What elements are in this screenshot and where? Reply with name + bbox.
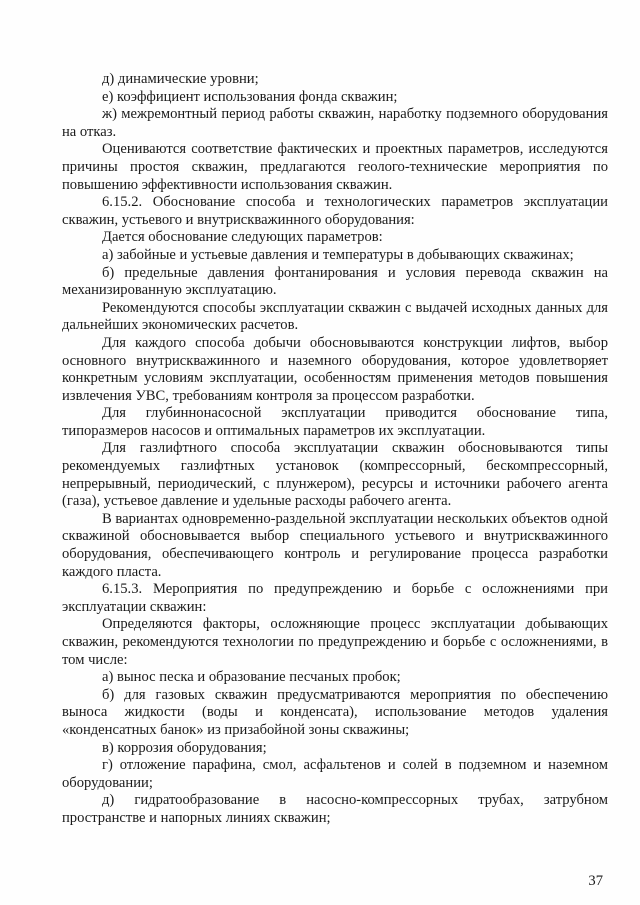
list-item-d-dynamic-levels: д) динамические уровни; xyxy=(102,71,259,87)
paragraph-parameters-intro: Дается обоснование следующих параметров: xyxy=(102,229,383,246)
list-item-g-paraffin: г) отложение парафина, смол, асфальтенов и солей в подземном и наземном оборудовании; xyxy=(62,757,608,791)
list-item-d-hydrates: д) гидратообразование в насосно-компрессорных трубах, затрубном пространстве и напорных линиях скважин; xyxy=(62,792,608,826)
document-body xyxy=(62,71,608,828)
list-item-b-flowing-limits: б) предельные давления фонтанирования и условия перевода скважин на механизированную эксплуатацию. xyxy=(62,264,608,299)
section-heading-6-15-3: 6.15.3. Мероприятия по предупреждению и борьбе с осложнениями при эксплуатации скважин: xyxy=(62,581,608,615)
section-heading-6-15-2: 6.15.2. Обоснование способа и технологических параметров эксплуатации скважин, устьевого и внутрискважинного оборудования: xyxy=(62,194,608,228)
paragraph-lift-design: Для каждого способа добычи обосновываются конструкции лифтов, выбор основного внутрискважинного и наземного оборудования, которое удовлетворяет конкретным условиям эксплуатации, особенностям применения методов повышения извлечения УВС, требованиям контроля за процессом разработки. xyxy=(62,334,608,404)
paragraph-dual-completion: В вариантах одновременно-раздельной эксплуатации нескольких объектов одной скважиной обосновывается выбор специального устьевого и внутрискважинного оборудования, обеспечивающего контроль и регулирование процесса разработки каждого пласта. xyxy=(62,510,608,580)
paragraph-gas-lift: Для газлифтного способа эксплуатации скважин обосновываются типы рекомендуемых газлифтных установок (компрессорный, бескомпрессорный, непрерывный, периодический, с плунжером), ресурсы и источники рабочего агента (газа), устьевое давление и удельные расходы рабочего агента. xyxy=(62,440,608,510)
list-item-zh-overhaul-period: ж) межремонтный период работы скважин, наработку подземного оборудования на отказ. xyxy=(62,106,608,140)
list-item-a-pressures-temperatures: а) забойные и устьевые давления и температуры в добывающих скважинах; xyxy=(102,246,574,263)
list-item-a-sand: а) вынос песка и образование песчаных пробок; xyxy=(102,669,401,686)
paragraph-evaluation: Оцениваются соответствие фактических и проектных параметров, исследуются причины простоя скважин, предлагаются геолого-технические мероприятия по повышению эффективности использования скважин. xyxy=(62,141,608,193)
paragraph-complication-factors: Определяются факторы, осложняющие процесс эксплуатации добывающих скважин, рекомендуются технологии по предупреждению и борьбе с осложнениями, в том числе: xyxy=(62,616,608,668)
list-item-v-corrosion: в) коррозия оборудования; xyxy=(102,739,267,756)
list-item-b-gas-wells: б) для газовых скважин предусматриваются мероприятия по обеспечению выноса жидкости (воды и конденсата), использование методов удаления «конденсатных банок» из призабойной зоны скважины; xyxy=(62,686,608,738)
page-number: 37 xyxy=(588,873,603,889)
paragraph-recommended-methods: Рекомендуются способы эксплуатации скважин с выдачей исходных данных для дальнейших экономических расчетов. xyxy=(62,299,608,334)
paragraph-pumping-operation: Для глубиннонасосной эксплуатации приводится обоснование типа, типоразмеров насосов и оптимальных параметров их эксплуатации. xyxy=(62,405,608,439)
list-item-e-well-fund-coefficient: е) коэффициент использования фонда скважин; xyxy=(102,88,398,105)
